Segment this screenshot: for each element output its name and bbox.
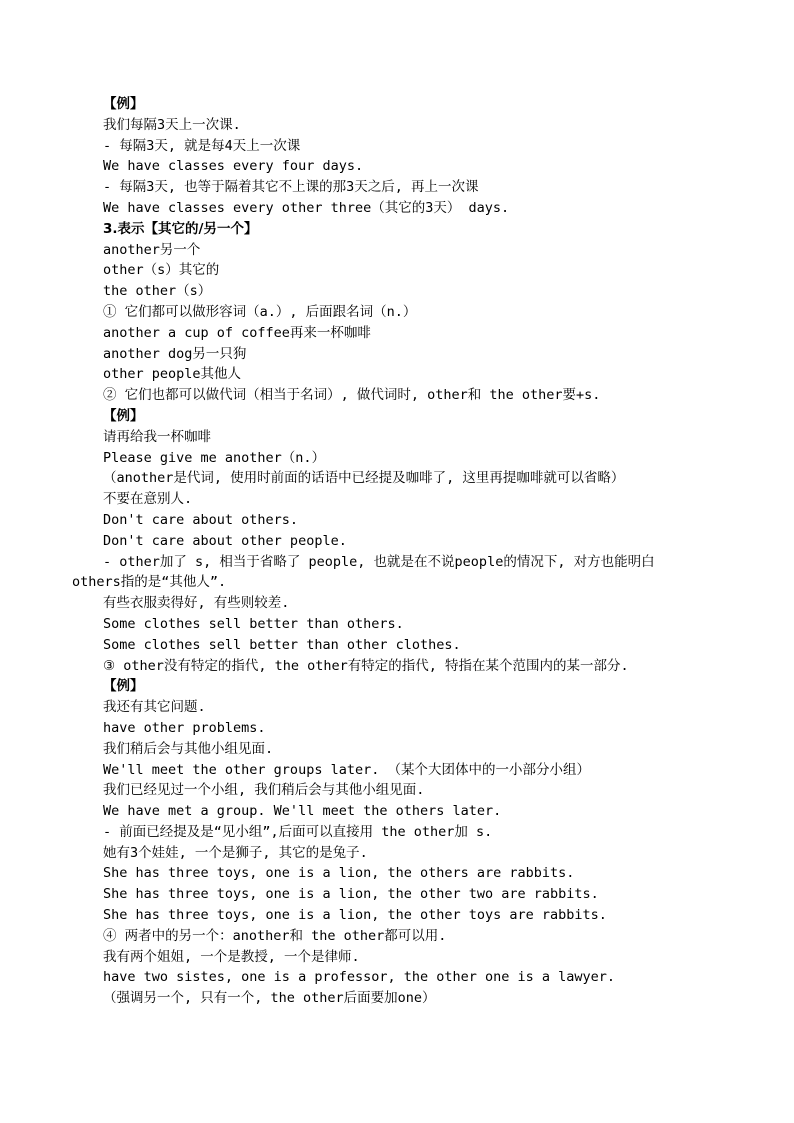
document-page (0, 94, 794, 1009)
text-line: 我们每隔3天上一次课. (103, 116, 241, 133)
text-line: 请再给我一杯咖啡 (103, 428, 211, 445)
text-line: Please give me another（n.） (103, 449, 326, 466)
text-line: 不要在意别人. (103, 491, 193, 508)
example-heading: 【例】 (103, 678, 144, 695)
text-line: have other problems. (103, 719, 266, 736)
example-heading: 【例】 (103, 96, 144, 112)
text-line: She has three toys, one is a lion, the other toys are rabbits. (103, 907, 607, 924)
text-line: （强调另一个, 只有一个, the other后面要加one） (103, 990, 436, 1007)
text-line: 我还有其它问题. (103, 699, 206, 716)
text-line: 她有3个娃娃, 一个是狮子, 其它的是兔子. (103, 844, 368, 861)
text-line: We'll meet the other groups later. （某个大团体中的一小部分小组） (103, 761, 590, 778)
text-line: （another是代词, 使用时前面的话语中已经提及咖啡了, 这里再提咖啡就可以省略） (103, 470, 625, 487)
text-line: - 前面已经提及是“见小组”,后面可以直接用 the other加 s. (103, 823, 493, 840)
text-line: have two sistes, one is a professor, the other one is a lawyer. (103, 969, 616, 986)
text-line: Some clothes sell better than others. (103, 615, 404, 632)
text-line: - 每隔3天, 就是每4天上一次课 (103, 137, 301, 154)
text-line-continuation: others指的是“其他人”. (72, 574, 227, 591)
text-line: Some clothes sell better than other clothes. (103, 636, 461, 653)
text-line: 有些衣服卖得好, 有些则较差. (103, 595, 290, 612)
text-line: another a cup of coffee再来一杯咖啡 (103, 324, 371, 341)
text-line: She has three toys, one is a lion, the other two are rabbits. (103, 886, 599, 903)
text-line: We have classes every four days. (103, 158, 364, 175)
text-line: ③ other没有特定的指代, the other有特定的指代, 特指在某个范围内的某一部分. (103, 657, 629, 674)
text-line: other people其他人 (103, 366, 242, 383)
text-line: another另一个 (103, 241, 201, 258)
text-line: the other（s） (103, 283, 212, 300)
text-line: She has three toys, one is a lion, the others are rabbits. (103, 865, 575, 882)
text-line: ② 它们也都可以做代词（相当于名词）, 做代词时, other和 the other要+s. (103, 387, 601, 404)
text-line: - 每隔3天, 也等于隔着其它不上课的那3天之后, 再上一次课 (103, 179, 479, 196)
text-line: - other加了 s, 相当于省略了 people, 也就是在不说people的情况下, 对方也能明白 (103, 553, 655, 570)
text-line: Don't care about other people. (103, 532, 347, 549)
section-heading: 3.表示【其它的/另一个】 (103, 220, 258, 237)
example-heading: 【例】 (103, 407, 144, 424)
text-line: We have met a group. We'll meet the others later. (103, 803, 502, 820)
text-line: We have classes every other three（其它的3天） days. (103, 199, 510, 216)
text-line: 我有两个姐姐, 一个是教授, 一个是律师. (103, 948, 360, 965)
text-line: ④ 两者中的另一个：another和 the other都可以用. (103, 927, 447, 944)
text-line: 我们已经见过一个小组, 我们稍后会与其他小组见面. (103, 782, 425, 799)
text-line: another dog另一只狗 (103, 345, 247, 362)
text-line: ① 它们都可以做形容词（a.）, 后面跟名词（n.） (103, 303, 417, 320)
text-line: 我们稍后会与其他小组见面. (103, 740, 274, 757)
text-line: Don't care about others. (103, 511, 299, 528)
text-line: other（s）其它的 (103, 262, 220, 279)
